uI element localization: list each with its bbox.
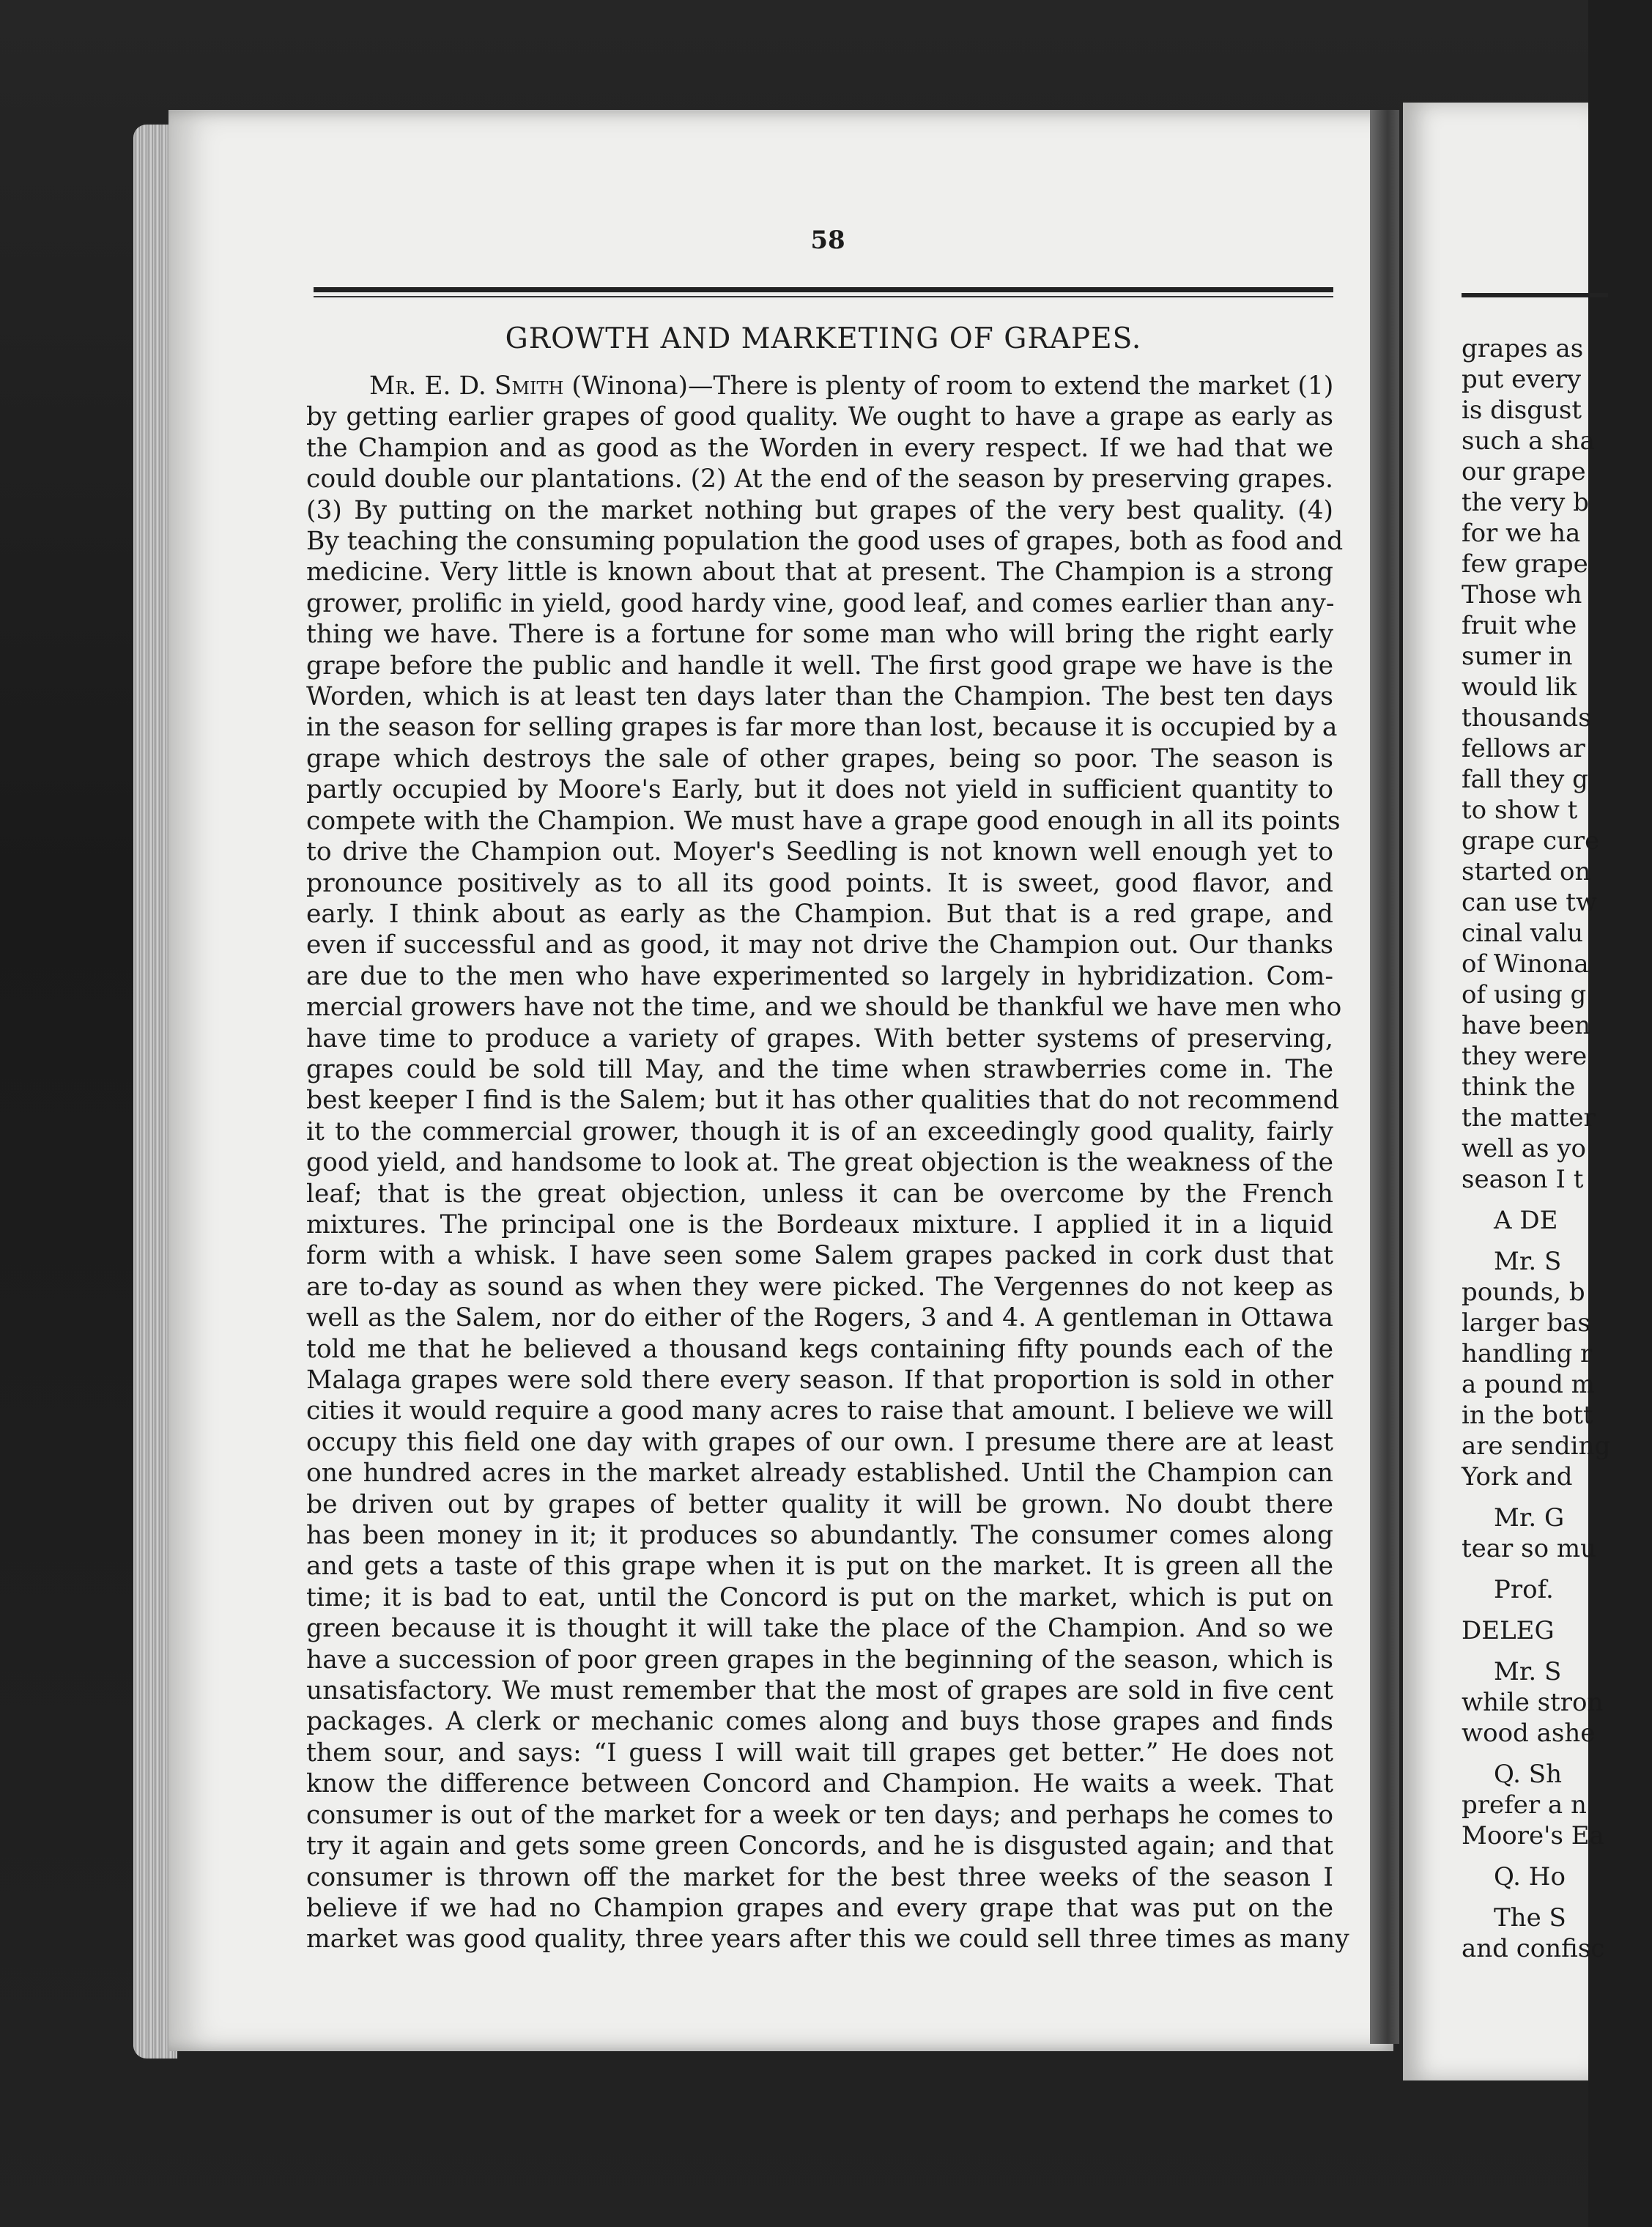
right-text-line: handling r [1462,1339,1593,1368]
text-line: well as the Salem, nor do either of the Rogers, 3 and 4. A gentleman in Ottawa [306,1303,1333,1333]
right-text-line: would lik [1462,672,1577,702]
right-text-line: tear so mu [1462,1534,1596,1563]
page-number: 58 [810,226,845,255]
text-line: consumer is out of the market for a week or ten days; and perhaps he comes to [306,1800,1333,1830]
right-text-line: Mr. G [1494,1503,1565,1533]
right-text-line: started on [1462,857,1591,886]
book-gutter [1370,110,1399,2044]
right-text-line: such a sha [1462,426,1595,456]
text-line: thing we have. There is a fortune for some man who will bring the right early [306,620,1333,650]
right-text-line: grape cure [1462,826,1600,856]
text-line: the Champion and as good as the Worden in every respect. If we had that we [306,433,1333,463]
text-line: grape before the public and handle it well. The first good grape we have is the [306,651,1333,681]
right-text-line: fall they g [1462,765,1588,794]
text-line: time; it is bad to eat, until the Concord is put on the market, which is put on [306,1582,1333,1612]
text-line: early. I think about as early as the Champion. But that is a red grape, and [306,899,1333,929]
text-line: have time to produce a variety of grapes. With better systems of preserving, [306,1023,1333,1053]
right-text-line: is disgust [1462,396,1582,425]
right-text-line: our grape [1462,457,1586,486]
header-rule-thin [314,296,1333,297]
right-text-line: and confisc [1462,1934,1605,1963]
right-text-line: wood ashe [1462,1719,1596,1748]
right-text-line: cinal valu [1462,919,1584,948]
right-page-column [1462,333,1652,1964]
text-line: cities it would require a good many acres to raise that amount. I believe we will [306,1396,1333,1426]
text-line: compete with the Champion. We must have a grape good enough in all its points [306,806,1341,836]
right-text-line: to show t [1462,796,1578,825]
text-line: them sour, and says: “I guess I will wait till grapes get better.” He does not [306,1738,1333,1768]
right-text-line: have been [1462,1011,1591,1040]
right-text-line: think the [1462,1072,1576,1102]
text-line: form with a whisk. I have seen some Salem grapes packed in cork dust that [306,1241,1333,1271]
right-text-line: prefer a n [1462,1790,1587,1820]
text-line: leaf; that is the great objection, unless it can be overcome by the French [306,1179,1333,1209]
right-text-line: put every [1462,365,1582,394]
text-line: By teaching the consuming population the good uses of grapes, both as food and [306,527,1344,557]
right-text-line: of using g [1462,980,1587,1009]
right-text-line: fellows ar [1462,734,1585,763]
article-body [306,371,1349,1955]
text-line: green because it is thought it will take the place of the Champion. And so we [306,1614,1333,1644]
text-line: even if successful and as good, it may not drive the Champion out. Our thanks [306,930,1333,960]
right-text-line: grapes as [1462,334,1584,363]
text-line: partly occupied by Moore's Early, but it does not yield in sufficient quantity to [306,775,1333,805]
right-text-line: Moore's Ea [1462,1821,1604,1850]
header-rule [314,287,1333,292]
right-text-line: Q. Sh [1494,1760,1562,1789]
text-line: (3) By putting on the market nothing but grapes of the very best quality. (4) [306,495,1333,525]
right-text-line: a pound m [1462,1370,1595,1399]
right-text-line: A DE [1494,1206,1558,1235]
text-line: pronounce positively as to all its good points. It is sweet, good flavor, and [306,868,1333,898]
text-line: occupy this field one day with grapes of our own. I presume there are at least [306,1427,1333,1457]
speaker-name: Mr. E. D. Smith [369,371,564,401]
first-line [306,371,1333,401]
text-line: grapes could be sold till May, and the time when strawberries come in. The [306,1054,1333,1084]
text-line: packages. A clerk or mechanic comes along and buys those grapes and finds [306,1707,1333,1737]
text-line: are to-day as sound as when they were picked. The Vergennes do not keep as [306,1272,1333,1302]
right-text-line: The S [1494,1903,1566,1933]
text-line: grower, prolific in yield, good hardy vine, good leaf, and comes earlier than any- [306,588,1335,618]
right-text-line: the very b [1462,488,1589,517]
right-text-line: are sending [1462,1431,1611,1461]
right-page-header-rule [1462,293,1608,297]
text-line: unsatisfactory. We must remember that the most of grapes are sold in five cent [306,1676,1333,1706]
text-line: medicine. Very little is known about that at present. The Champion is a strong [306,557,1333,588]
text-line: know the difference between Concord and Champion. He waits a week. That [306,1769,1333,1799]
right-text-line: for we ha [1462,519,1581,548]
right-text-line: Those wh [1462,580,1582,609]
right-text-line: Q. Ho [1494,1862,1566,1891]
right-text-line: while stron [1462,1688,1604,1717]
text-line: believe if we had no Champion grapes and every grape that was put on the [306,1893,1333,1923]
text-line: to drive the Champion out. Moyer's Seedling is not known well enough yet to [306,837,1333,867]
text-line: Worden, which is at least ten days later than the Champion. The best ten days [306,682,1333,712]
text-line: consumer is thrown off the market for the best three weeks of the season I [306,1862,1333,1892]
text-line: mixtures. The principal one is the Bordeaux mixture. I applied it in a liquid [306,1209,1333,1240]
text-line: in the season for selling grapes is far more than lost, because it is occupied by a [306,713,1338,743]
right-text-line: few grape [1462,549,1588,579]
right-text-line: the matter [1462,1103,1596,1133]
text-line: have a succession of poor green grapes in the beginning of the season, which is [306,1645,1333,1675]
right-text-line: larger bas [1462,1308,1590,1338]
text-line: best keeper I find is the Salem; but it has other qualities that do not recommend [306,1086,1340,1116]
text-line: are due to the men who have experimented so largely in hybridization. Com- [306,961,1333,991]
text-line: grape which destroys the sale of other grapes, being so poor. The season is [306,744,1333,774]
right-text-line: they were [1462,1042,1588,1071]
text-line: mercial growers have not the time, and we should be thankful we have men who [306,993,1342,1023]
text-line: by getting earlier grapes of good quality. We ought to have a grape as early as [306,402,1333,432]
right-text-line: York and [1462,1462,1573,1492]
body-lines [306,401,1349,1954]
right-text-line: DELEG [1462,1616,1555,1645]
right-text-line: sumer in [1462,642,1573,671]
right-text-line: Mr. S [1494,1657,1562,1686]
text-line: could double our plantations. (2) At the end of the season by preserving grapes. [306,464,1333,494]
article-heading: GROWTH AND MARKETING OF GRAPES. [505,322,1142,355]
right-text-line: can use tw [1462,888,1598,917]
text-line: good yield, and handsome to look at. The great objection is the weakness of the [306,1148,1333,1178]
text-line: one hundred acres in the market already established. Until the Champion can [306,1459,1333,1489]
text-line: be driven out by grapes of better quality it will be grown. No doubt there [306,1489,1333,1519]
right-text-line: well as yo [1462,1134,1586,1163]
text-line: and gets a taste of this grape when it is put on the market. It is green all the [306,1552,1333,1582]
right-text-line: season I t [1462,1165,1584,1194]
right-text-line: fruit whe [1462,611,1577,640]
right-text-line: of Winona [1462,949,1589,979]
right-text-line: in the bott [1462,1401,1593,1430]
text-line: Malaga grapes were sold there every season. If that proportion is sold in other [306,1366,1333,1395]
text-line: it to the commercial grower, though it is of an exceedingly good quality, fairly [306,1116,1333,1146]
right-text-line: Prof. [1494,1575,1554,1604]
text-line: try it again and gets some green Concords, and he is disgusted again; and that [306,1831,1333,1861]
right-text-line: pounds, b [1462,1278,1585,1307]
text-line: has been money in it; it produces so abundantly. The consumer comes along [306,1521,1333,1551]
text-line: market was good quality, three years after this we could sell three times as many [306,1924,1349,1954]
text-line: told me that he believed a thousand kegs containing fifty pounds each of the [306,1334,1333,1364]
right-text-line: thousands [1462,703,1591,733]
speaker-place: (Winona)—There is plenty of room to extend the market (1) [563,371,1334,401]
right-text-line: Mr. S [1494,1247,1562,1276]
